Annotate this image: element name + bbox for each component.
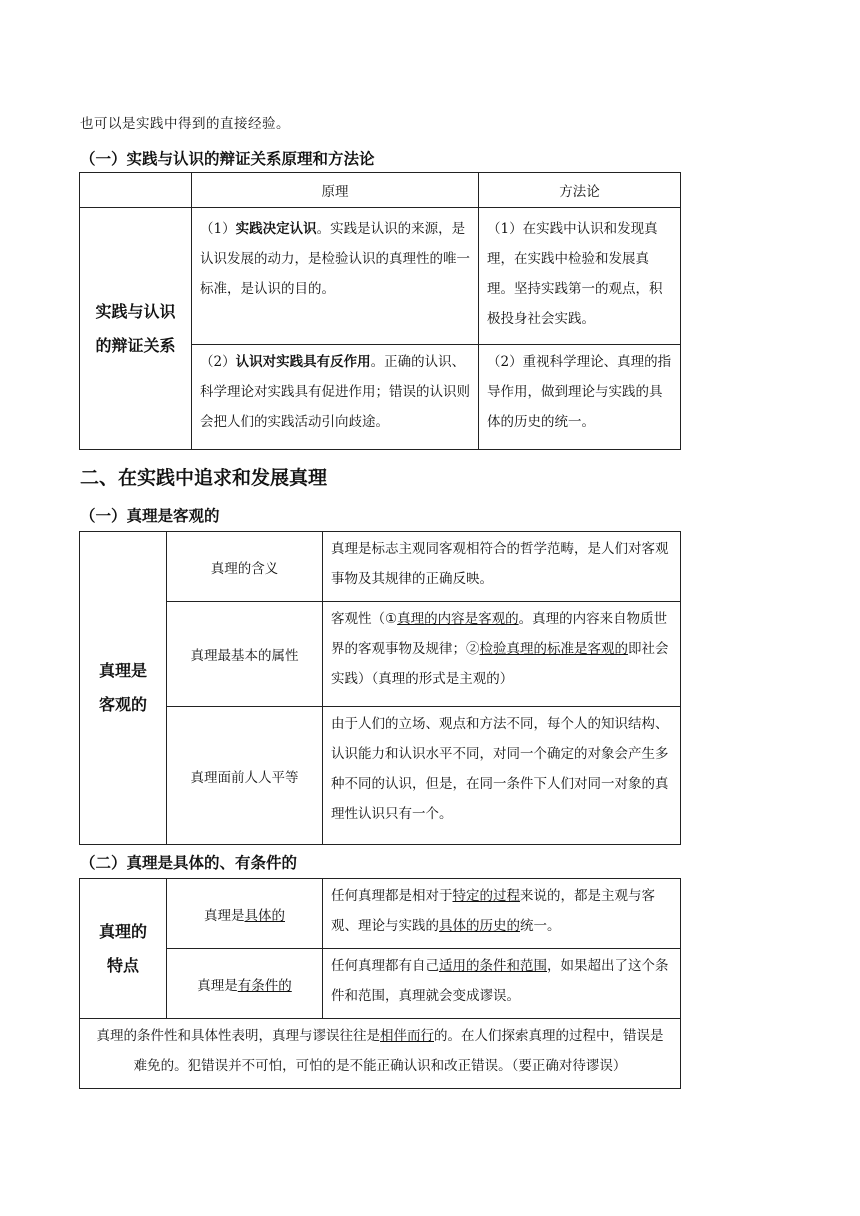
attribute-label-cell	[167, 532, 323, 602]
method-text: （2）重视科学理论、真理的指导作用，做到理论与实践的具体的历史的统一。	[487, 354, 672, 430]
header-blank	[80, 173, 192, 208]
method-cell	[479, 345, 681, 450]
table-row	[80, 707, 681, 845]
note-part: 真理的条件性和具体性表明，真理与谬误往往是	[96, 1028, 380, 1044]
principle-cell	[192, 345, 479, 450]
attribute-label: 真理是	[204, 907, 245, 924]
content-part: 。	[439, 806, 453, 822]
section3-heading: （一）真理是客观的	[80, 507, 220, 525]
attribute-label: 真理是	[197, 977, 238, 994]
table-row	[80, 532, 681, 602]
principle-bold: 认识对实践具有反作用	[235, 354, 371, 370]
truth-objective-table	[79, 531, 681, 845]
content-part: 任何真理都有自己	[331, 958, 439, 974]
row-label: 真理是客观的	[98, 661, 147, 714]
row-label-cell	[80, 208, 192, 450]
note-part: 的。在人们探索真理的过程中，错误是难免的。犯错误并不可怕，可怕的是不能正确认识和改正错误。（要正确对待谬误）	[133, 1028, 664, 1074]
table-row	[80, 1019, 681, 1089]
underlined-phrase: 有条件的	[237, 977, 292, 994]
attribute-label-cell	[167, 707, 323, 845]
attribute-content-cell	[323, 602, 681, 707]
row-label-cell	[80, 532, 167, 845]
row-label: 真理的特点	[98, 921, 147, 975]
attribute-label: 真理面前人人平等	[190, 769, 299, 786]
content-part: 来说的，都是主观与客观、理论与实践的	[331, 888, 655, 934]
section4-heading: （二）真理是具体的、有条件的	[80, 854, 298, 872]
content-part: 由于人们的立场、观点和方法不同，每个人的知识结构、认识能力和认识水平不同，对同一个确定的对象会产生多种不同的认识，但是，	[331, 716, 669, 792]
practice-cognition-table	[79, 172, 681, 450]
section1-heading: （一）实践与认识的辩证关系原理和方法论	[80, 150, 375, 168]
principle-prefix: （1）	[200, 221, 236, 237]
table-header-row	[80, 173, 681, 208]
attribute-content-cell	[323, 949, 681, 1019]
attribute-content-cell	[323, 532, 681, 602]
header-method: 方法论	[479, 173, 681, 208]
underlined-phrase: 具体的	[244, 907, 285, 924]
section2-heading: 二、在实践中追求和发展真理	[80, 467, 328, 489]
attribute-label-cell	[167, 879, 323, 949]
content-part: 客观性（①	[331, 611, 398, 627]
row-label-cell	[80, 879, 167, 1019]
principle-cell	[192, 208, 479, 345]
content-part: 统一。	[520, 918, 561, 934]
table-row	[80, 208, 681, 345]
emphasized-phrase: 在同一条件下人们对同一对象的真理性认识只有一个	[331, 776, 669, 822]
content-part: ，如果超出了这个条件和范围，真理就会变成谬误。	[331, 958, 669, 1004]
underlined-phrase: 检验真理的标准是客观的	[479, 641, 628, 657]
intro-line: 也可以是实践中得到的直接经验。	[80, 116, 290, 132]
attribute-label-cell	[167, 602, 323, 707]
note-cell	[80, 1019, 681, 1089]
attribute-content-cell	[323, 707, 681, 845]
method-cell	[479, 208, 681, 345]
attribute-label: 真理的含义	[210, 560, 279, 577]
attribute-content: 真理是标志主观同客观相符合的哲学范畴，是人们对客观事物及其规律的正确反映。	[331, 541, 669, 587]
underlined-phrase: 适用的条件和范围	[439, 958, 547, 974]
underlined-phrase: 特定的过程	[452, 888, 520, 904]
truth-conditional-table	[79, 878, 681, 1089]
table-row	[80, 602, 681, 707]
underlined-phrase: 真理的内容是客观的	[397, 611, 519, 627]
principle-bold: 实践决定认识	[235, 221, 317, 237]
principle-text: 。正确的认识、科学理论对实践具有促进作用；错误的认识则会把人们的实践活动引向歧途。	[200, 354, 470, 430]
table-row	[80, 949, 681, 1019]
content-part: 。真理的内容来自物质世界的客观事物及规律；②	[331, 611, 668, 657]
method-text: （1）在实践中认识和发现真理，在实践中检验和发展真理。坚持实践第一的观点，积极投身社会实践。	[487, 221, 663, 327]
content-part: 任何真理都是相对于	[331, 888, 453, 904]
underlined-phrase: 具体的历史的	[439, 918, 520, 934]
table-row	[80, 879, 681, 949]
attribute-content-cell	[323, 879, 681, 949]
attribute-label-cell	[167, 949, 323, 1019]
header-principle: 原理	[192, 173, 479, 208]
underlined-phrase: 相伴而行	[380, 1028, 434, 1044]
attribute-label: 真理最基本的属性	[190, 648, 299, 664]
content-part: 即社会实践）（真理的形式是主观的）	[331, 641, 669, 687]
row-label: 实践与认识的辩证关系	[95, 301, 176, 355]
principle-prefix: （2）	[200, 354, 236, 370]
principle-text: 。实践是认识的来源，是认识发展的动力，是检验认识的真理性的唯一标准，是认识的目的。	[200, 221, 470, 297]
